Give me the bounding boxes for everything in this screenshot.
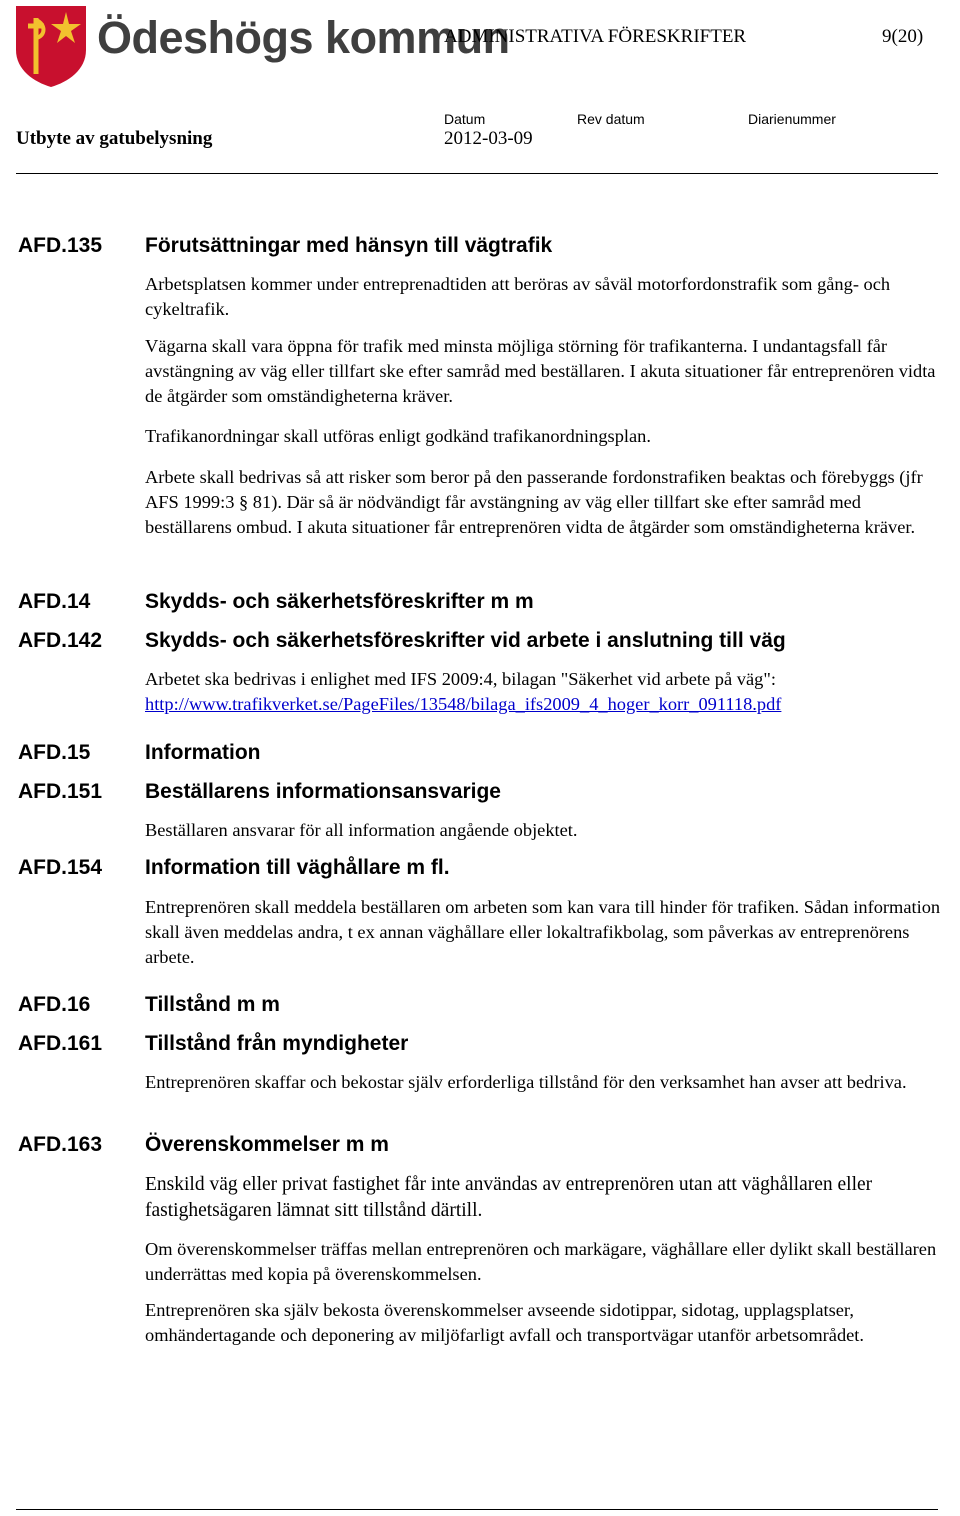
municipality-coat-of-arms-icon <box>14 4 88 88</box>
section-code: AFD.15 <box>18 741 91 764</box>
date-label: Datum <box>444 111 486 127</box>
section-heading: Tillstånd från myndigheter <box>145 1032 409 1055</box>
section-code: AFD.142 <box>18 629 103 652</box>
paragraph: Entreprenören skaffar och bekostar själv erforderliga tillstånd för den verksamhet han avser att bedriva. <box>145 1072 907 1092</box>
paragraph: Arbete skall bedrivas så att risker som beror på den passerande fordonstrafiken beaktas och förebyggs (jfr AFS 1999:3 § 81). Där så är nödvändigt får avstängning av väg eller tillfart ske efter samråd med beställarens ombud. I akuta situationer får entreprenören vidta de åtgärder som omständigheterna kräver. <box>145 467 923 537</box>
header-divider <box>16 173 938 174</box>
section-heading: Information <box>145 741 261 764</box>
section-code: AFD.163 <box>18 1133 103 1156</box>
section-code: AFD.135 <box>18 234 103 257</box>
paragraph: Arbetsplatsen kommer under entreprenadtiden att beröras av såväl motorfordonstrafik som gång- och cykeltrafik. <box>145 274 891 319</box>
paragraph: Entreprenören ska själv bekosta överenskommelser avseende sidotippar, sidotag, upplagsplatser, omhändertagande och deponering av miljöfarligt avfall och transportvägar utanför arbetsområdet. <box>145 1300 865 1345</box>
section-heading: Skydds- och säkerhetsföreskrifter m m <box>145 590 534 613</box>
paragraph <box>145 667 945 717</box>
document-type: ADMINISTRATIVA FÖRESKRIFTER <box>444 26 747 47</box>
section-heading: Förutsättningar med hänsyn till vägtrafik <box>145 234 553 257</box>
document-subject: Utbyte av gatubelysning <box>16 128 213 149</box>
paragraph: Beställaren ansvarar för all information angående objektet. <box>145 820 578 840</box>
rev-date-label: Rev datum <box>577 111 645 127</box>
paragraph: Om överenskommelser träffas mellan entreprenören och markägare, väghållare eller dylikt skall beställaren underrättas med kopia på överenskommelsen. <box>145 1239 937 1284</box>
section-code: AFD.14 <box>18 590 91 613</box>
paragraph-text: Arbetet ska bedrivas i enlighet med IFS 2009:4, bilagan "Säkerhet vid arbete på väg": <box>145 669 776 689</box>
section-heading: Tillstånd m m <box>145 993 280 1016</box>
paragraph: Trafikanordningar skall utföras enligt godkänd trafikanordningsplan. <box>145 426 651 446</box>
section-heading: Beställarens informationsansvarige <box>145 780 501 803</box>
paragraph: Enskild väg eller privat fastighet får inte användas av entreprenören utan att väghållaren eller fastighetsägaren lämnat sitt tillstånd därtill. <box>145 1174 873 1221</box>
section-code: AFD.161 <box>18 1032 103 1055</box>
section-heading: Information till väghållare m fl. <box>145 856 450 879</box>
document-date: 2012-03-09 <box>444 128 533 149</box>
section-code: AFD.16 <box>18 993 91 1016</box>
footer-divider <box>16 1509 938 1510</box>
section-code: AFD.154 <box>18 856 103 879</box>
paragraph: Vägarna skall vara öppna för trafik med minsta möjliga störning för trafikanterna. I undantagsfall får avstängning av väg eller tillfart ske efter samråd med beställaren. I akuta situationer får entreprenören vidta de åtgärder som omständigheterna kräver. <box>145 336 936 406</box>
paragraph: Entreprenören skall meddela beställaren om arbeten som kan vara till hinder för trafiken. Sådan information skall även meddelas andra, t ex annan väghållare eller lokaltrafikbolag, som påverkas av entreprenörens arbete. <box>145 897 941 967</box>
page-number: 9(20) <box>882 26 924 47</box>
section-heading: Överenskommelser m m <box>145 1133 389 1156</box>
municipality-name: Ödeshögs kommun <box>97 12 510 63</box>
ifs-document-link[interactable]: http://www.trafikverket.se/PageFiles/13548/bilaga_ifs2009_4_hoger_korr_091118.pdf <box>145 694 782 714</box>
section-heading: Skydds- och säkerhetsföreskrifter vid arbete i anslutning till väg <box>145 629 786 652</box>
section-code: AFD.151 <box>18 780 103 803</box>
diary-number-label: Diarienummer <box>748 111 836 127</box>
